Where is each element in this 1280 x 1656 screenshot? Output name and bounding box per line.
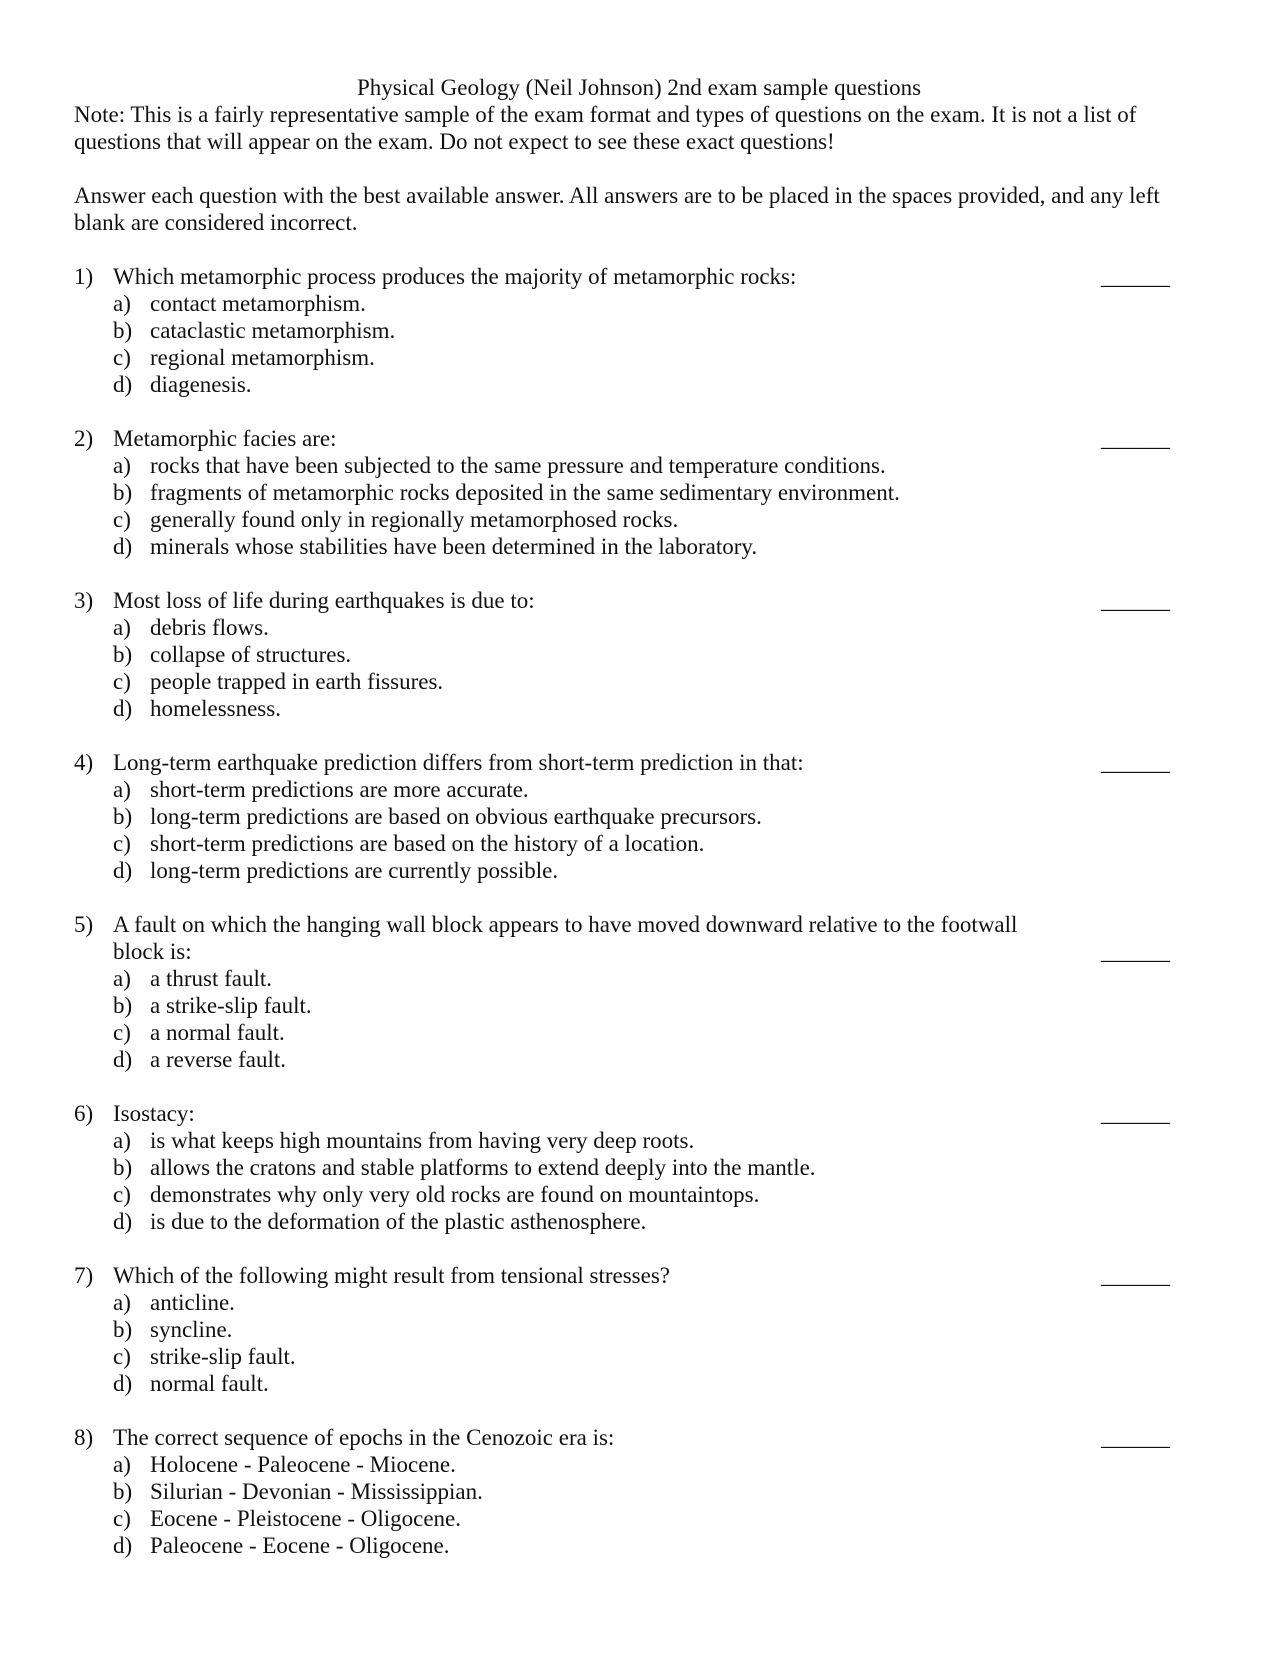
choice-text: collapse of structures. <box>150 642 352 667</box>
choice <box>113 1343 1204 1370</box>
choice-list <box>74 1451 1204 1559</box>
choice-letter: d) <box>113 372 133 397</box>
choice <box>113 506 1204 533</box>
choice-text: is what keeps high mountains from having very deep roots. <box>150 1128 695 1153</box>
choice <box>113 695 1204 722</box>
choice-text: Eocene - Pleistocene - Oligocene. <box>150 1506 462 1531</box>
choice <box>113 803 1204 830</box>
choice-list <box>74 614 1204 722</box>
choice <box>113 965 1204 992</box>
question-text: Long-term earthquake prediction differs from short-term prediction in that: <box>113 750 804 775</box>
choice <box>113 452 1204 479</box>
answer-blank[interactable]: ______ <box>1101 588 1170 613</box>
choice-letter: b) <box>113 1155 133 1180</box>
choice <box>113 1289 1204 1316</box>
question-number: 5) <box>74 912 94 937</box>
choice-letter: a) <box>113 1452 131 1477</box>
choice <box>113 641 1204 668</box>
choice-text: strike-slip fault. <box>150 1344 296 1369</box>
choice-letter: a) <box>113 453 131 478</box>
choice-letter: b) <box>113 1317 133 1342</box>
choice-text: regional metamorphism. <box>150 345 375 370</box>
choice-text: syncline. <box>150 1317 233 1342</box>
choice-text: homelessness. <box>150 696 281 721</box>
choice-list <box>74 452 1204 560</box>
choice-list <box>74 290 1204 398</box>
choice <box>113 1316 1204 1343</box>
choice-letter: b) <box>113 993 133 1018</box>
choice-letter: c) <box>113 1020 131 1045</box>
question <box>74 1100 1204 1235</box>
choice-text: short-term predictions are based on the history of a location. <box>150 831 705 856</box>
choice-letter: b) <box>113 804 133 829</box>
choice-letter: c) <box>113 1344 131 1369</box>
choice-letter: c) <box>113 507 131 532</box>
choice-letter: a) <box>113 615 131 640</box>
choice <box>113 1181 1204 1208</box>
choice-letter: d) <box>113 534 133 559</box>
answer-blank[interactable]: ______ <box>1101 750 1170 775</box>
choice <box>113 614 1204 641</box>
answer-blank[interactable]: ______ <box>1101 1263 1170 1288</box>
choice-letter: d) <box>113 1533 133 1558</box>
choice <box>113 344 1204 371</box>
choice-text: people trapped in earth fissures. <box>150 669 444 694</box>
choice <box>113 1046 1204 1073</box>
question-text: A fault on which the hanging wall block appears to have moved downward relative to the footwall block is: <box>113 912 1018 964</box>
question <box>74 587 1204 722</box>
choice-text: long-term predictions are based on obvious earthquake precursors. <box>150 804 762 829</box>
answer-blank[interactable]: ______ <box>1101 426 1170 451</box>
choice-text: contact metamorphism. <box>150 291 366 316</box>
choice <box>113 1154 1204 1181</box>
choice-text: Holocene - Paleocene - Miocene. <box>150 1452 456 1477</box>
question-number: 2) <box>74 426 94 451</box>
choice-text: Silurian - Devonian - Mississippian. <box>150 1479 483 1504</box>
choice-letter: a) <box>113 1128 131 1153</box>
choice <box>113 1532 1204 1559</box>
choice-letter: d) <box>113 858 133 883</box>
choice <box>113 668 1204 695</box>
choice <box>113 992 1204 1019</box>
choice <box>113 533 1204 560</box>
choice-text: generally found only in regionally metamorphosed rocks. <box>150 507 679 532</box>
question <box>74 263 1204 398</box>
question <box>74 749 1204 884</box>
choice-text: a thrust fault. <box>150 966 272 991</box>
choice-letter: d) <box>113 1209 133 1234</box>
question-text: Metamorphic facies are: <box>113 426 337 451</box>
choice <box>113 1505 1204 1532</box>
choice-text: demonstrates why only very old rocks are found on mountaintops. <box>150 1182 760 1207</box>
answer-blank[interactable]: ______ <box>1101 939 1170 964</box>
choice-text: a reverse fault. <box>150 1047 287 1072</box>
choice-text: normal fault. <box>150 1371 269 1396</box>
choice-list <box>74 1127 1204 1235</box>
exam-note: Note: This is a fairly representative sample of the exam format and types of questions on the exam. It is not a list of questions that will appear on the exam. Do not expect to see these exact questions! <box>74 102 1137 154</box>
answer-blank[interactable]: ______ <box>1101 264 1170 289</box>
choice-letter: c) <box>113 831 131 856</box>
choice <box>113 479 1204 506</box>
choice <box>113 830 1204 857</box>
question <box>74 1424 1204 1559</box>
choice <box>113 857 1204 884</box>
choice <box>113 1478 1204 1505</box>
choice-text: is due to the deformation of the plastic asthenosphere. <box>150 1209 647 1234</box>
choice <box>113 1451 1204 1478</box>
question <box>74 911 1204 1073</box>
choice-text: minerals whose stabilities have been determined in the laboratory. <box>150 534 758 559</box>
choice-letter: c) <box>113 1506 131 1531</box>
choice <box>113 371 1204 398</box>
question-number: 4) <box>74 750 94 775</box>
exam-page <box>74 74 1204 1586</box>
question-number: 7) <box>74 1263 94 1288</box>
question-number: 3) <box>74 588 94 613</box>
choice-letter: c) <box>113 669 131 694</box>
choice-text: anticline. <box>150 1290 235 1315</box>
choice <box>113 290 1204 317</box>
choice-letter: b) <box>113 480 133 505</box>
choice-list <box>74 965 1204 1073</box>
question-number: 1) <box>74 264 94 289</box>
question <box>74 425 1204 560</box>
choice-text: long-term predictions are currently possible. <box>150 858 559 883</box>
question-text: Isostacy: <box>113 1101 195 1126</box>
choice <box>113 317 1204 344</box>
choice <box>113 1127 1204 1154</box>
choice-list <box>74 1289 1204 1397</box>
choice-text: fragments of metamorphic rocks deposited in the same sedimentary environment. <box>150 480 900 505</box>
question-text: Most loss of life during earthquakes is due to: <box>113 588 535 613</box>
choice-letter: b) <box>113 642 133 667</box>
choice-letter: a) <box>113 966 131 991</box>
choice-letter: a) <box>113 777 131 802</box>
answer-blank[interactable]: ______ <box>1101 1425 1170 1450</box>
choice <box>113 1208 1204 1235</box>
question-number: 8) <box>74 1425 94 1450</box>
choice-list <box>74 776 1204 884</box>
choice-letter: a) <box>113 291 131 316</box>
question-list <box>74 263 1204 1559</box>
choice-text: debris flows. <box>150 615 269 640</box>
choice-text: a normal fault. <box>150 1020 285 1045</box>
choice-letter: d) <box>113 1371 133 1396</box>
choice-letter: b) <box>113 1479 133 1504</box>
choice-letter: c) <box>113 1182 131 1207</box>
choice-text: short-term predictions are more accurate. <box>150 777 529 802</box>
choice <box>113 1370 1204 1397</box>
exam-instructions: Answer each question with the best available answer. All answers are to be placed in the spaces provided, and any left blank are considered incorrect. <box>74 183 1160 235</box>
question-text: Which metamorphic process produces the majority of metamorphic rocks: <box>113 264 797 289</box>
choice-text: diagenesis. <box>150 372 252 397</box>
choice-letter: d) <box>113 696 133 721</box>
question-text: The correct sequence of epochs in the Cenozoic era is: <box>113 1425 615 1450</box>
question <box>74 1262 1204 1397</box>
choice-text: rocks that have been subjected to the same pressure and temperature conditions. <box>150 453 886 478</box>
question-text: Which of the following might result from tensional stresses? <box>113 1263 670 1288</box>
choice-text: a strike-slip fault. <box>150 993 312 1018</box>
question-number: 6) <box>74 1101 94 1126</box>
page-title: Physical Geology (Neil Johnson) 2nd exam sample questions <box>356 75 922 100</box>
answer-blank[interactable]: ______ <box>1101 1101 1170 1126</box>
choice <box>113 776 1204 803</box>
choice-letter: d) <box>113 1047 133 1072</box>
choice <box>113 1019 1204 1046</box>
choice-letter: c) <box>113 345 131 370</box>
choice-text: allows the cratons and stable platforms to extend deeply into the mantle. <box>150 1155 816 1180</box>
choice-letter: a) <box>113 1290 131 1315</box>
choice-text: Paleocene - Eocene - Oligocene. <box>150 1533 450 1558</box>
choice-text: cataclastic metamorphism. <box>150 318 396 343</box>
choice-letter: b) <box>113 318 133 343</box>
